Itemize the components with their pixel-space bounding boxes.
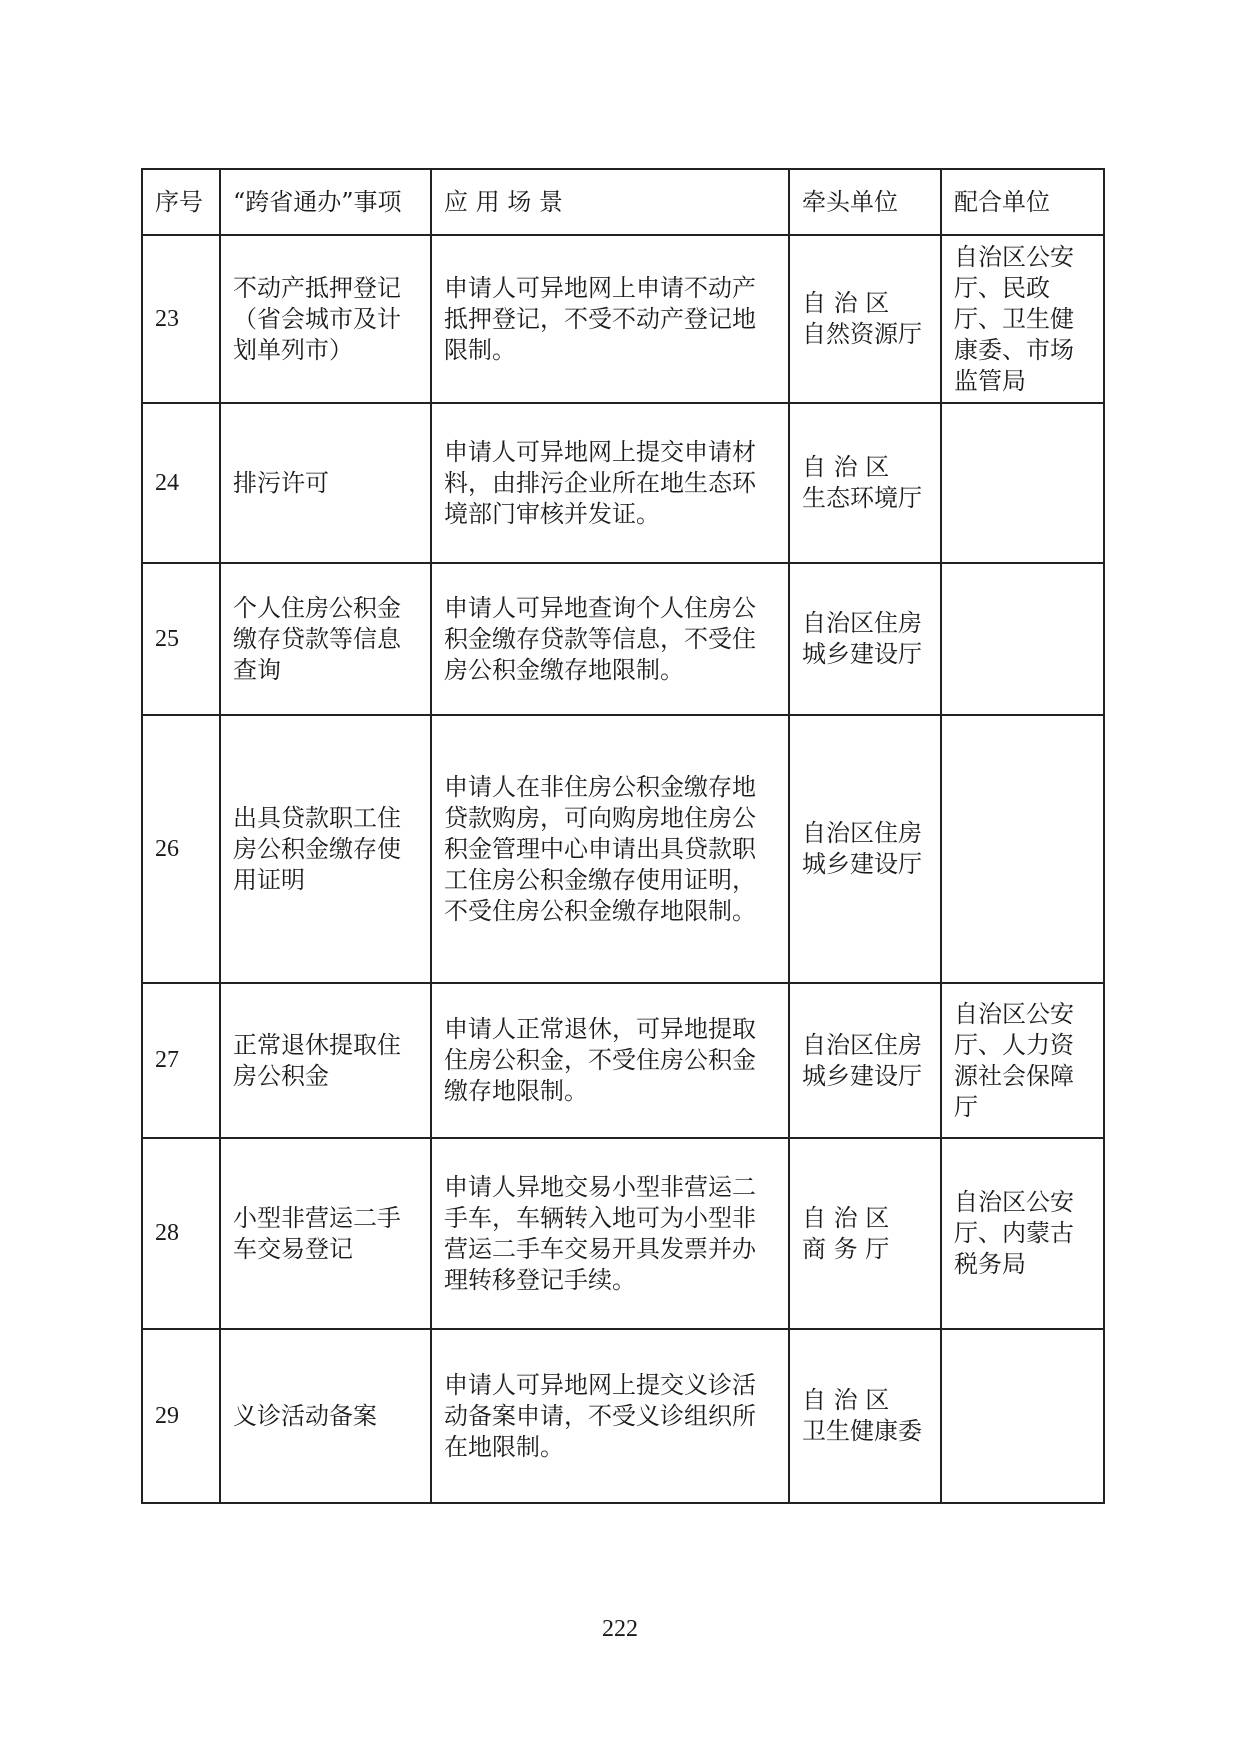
row-lead-unit [789, 1138, 941, 1329]
header-partner-unit: 配合单位 [941, 169, 1104, 235]
row-item: 小型非营运二手车交易登记 [220, 1138, 431, 1329]
lead-unit-line: 自治区住房 [802, 1030, 922, 1059]
row-lead-unit [789, 235, 941, 403]
lead-unit-line: 自然资源厅 [802, 320, 922, 348]
header-scenario: 应 用 场 景 [431, 169, 789, 235]
row-lead-unit [789, 715, 941, 983]
row-number: 27 [142, 983, 220, 1138]
row-number: 24 [142, 403, 220, 563]
table-row [142, 403, 1104, 563]
table-row [142, 983, 1104, 1138]
row-partner-unit: 自治区公安厅、民政厅、卫生健康委、市场监管局 [941, 235, 1104, 403]
lead-unit-line: 卫生健康委 [802, 1417, 922, 1445]
row-scenario: 申请人在非住房公积金缴存地贷款购房，可向购房地住房公积金管理中心申请出具贷款职工住房公积金缴存使用证明，不受住房公积金缴存地限制。 [431, 715, 789, 983]
row-scenario: 申请人可异地查询个人住房公积金缴存贷款等信息，不受住房公积金缴存地限制。 [431, 563, 789, 715]
row-lead-unit [789, 1329, 941, 1503]
row-scenario: 申请人正常退休，可异地提取住房公积金，不受住房公积金缴存地限制。 [431, 983, 789, 1138]
lead-unit-line: 城乡建设厅 [802, 850, 922, 878]
row-partner-unit [941, 1329, 1104, 1503]
header-lead-unit: 牵头单位 [789, 169, 941, 235]
lead-unit-line: 生态环境厅 [802, 484, 922, 512]
lead-unit-line: 自 治 区 [802, 289, 890, 317]
row-lead-unit [789, 983, 941, 1138]
table-row [142, 563, 1104, 715]
row-scenario: 申请人异地交易小型非营运二手车，车辆转入地可为小型非营运二手车交易开具发票并办理转移登记手续。 [431, 1138, 789, 1329]
lead-unit-line: 商 务 厅 [802, 1234, 890, 1263]
row-item: 正常退休提取住房公积金 [220, 983, 431, 1138]
table-row [142, 1329, 1104, 1503]
header-seq: 序号 [142, 169, 220, 235]
row-item: 不动产抵押登记（省会城市及计划单列市） [220, 235, 431, 403]
header-item: “跨省通办”事项 [220, 169, 431, 235]
row-item: 个人住房公积金缴存贷款等信息查询 [220, 563, 431, 715]
table-row [142, 1138, 1104, 1329]
row-scenario: 申请人可异地网上提交义诊活动备案申请，不受义诊组织所在地限制。 [431, 1329, 789, 1503]
lead-unit-line: 自 治 区 [802, 453, 890, 481]
row-partner-unit [941, 715, 1104, 983]
lead-unit-line: 城乡建设厅 [802, 1061, 922, 1090]
row-item: 出具贷款职工住房公积金缴存使用证明 [220, 715, 431, 983]
row-item: 义诊活动备案 [220, 1329, 431, 1503]
page-number: 222 [602, 1616, 638, 1642]
lead-unit-line: 自 治 区 [802, 1203, 890, 1232]
row-scenario: 申请人可异地网上申请不动产抵押登记，不受不动产登记地限制。 [431, 235, 789, 403]
lead-unit-line: 自治区住房 [802, 819, 922, 847]
row-partner-unit: 自治区公安厅、人力资源社会保障厅 [941, 983, 1104, 1138]
services-table [141, 168, 1105, 1504]
row-partner-unit [941, 563, 1104, 715]
row-number: 28 [142, 1138, 220, 1329]
row-number: 25 [142, 563, 220, 715]
row-lead-unit [789, 563, 941, 715]
table-header-row [142, 169, 1104, 235]
lead-unit-line: 城乡建设厅 [802, 640, 922, 668]
lead-unit-line: 自治区住房 [802, 609, 922, 637]
table-row [142, 235, 1104, 403]
table-row [142, 715, 1104, 983]
row-item: 排污许可 [220, 403, 431, 563]
row-number: 23 [142, 235, 220, 403]
row-partner-unit [941, 403, 1104, 563]
row-lead-unit [789, 403, 941, 563]
row-scenario: 申请人可异地网上提交申请材料，由排污企业所在地生态环境部门审核并发证。 [431, 403, 789, 563]
row-partner-unit: 自治区公安厅、内蒙古税务局 [941, 1138, 1104, 1329]
row-number: 26 [142, 715, 220, 983]
lead-unit-line: 自 治 区 [802, 1386, 890, 1414]
row-number: 29 [142, 1329, 220, 1503]
